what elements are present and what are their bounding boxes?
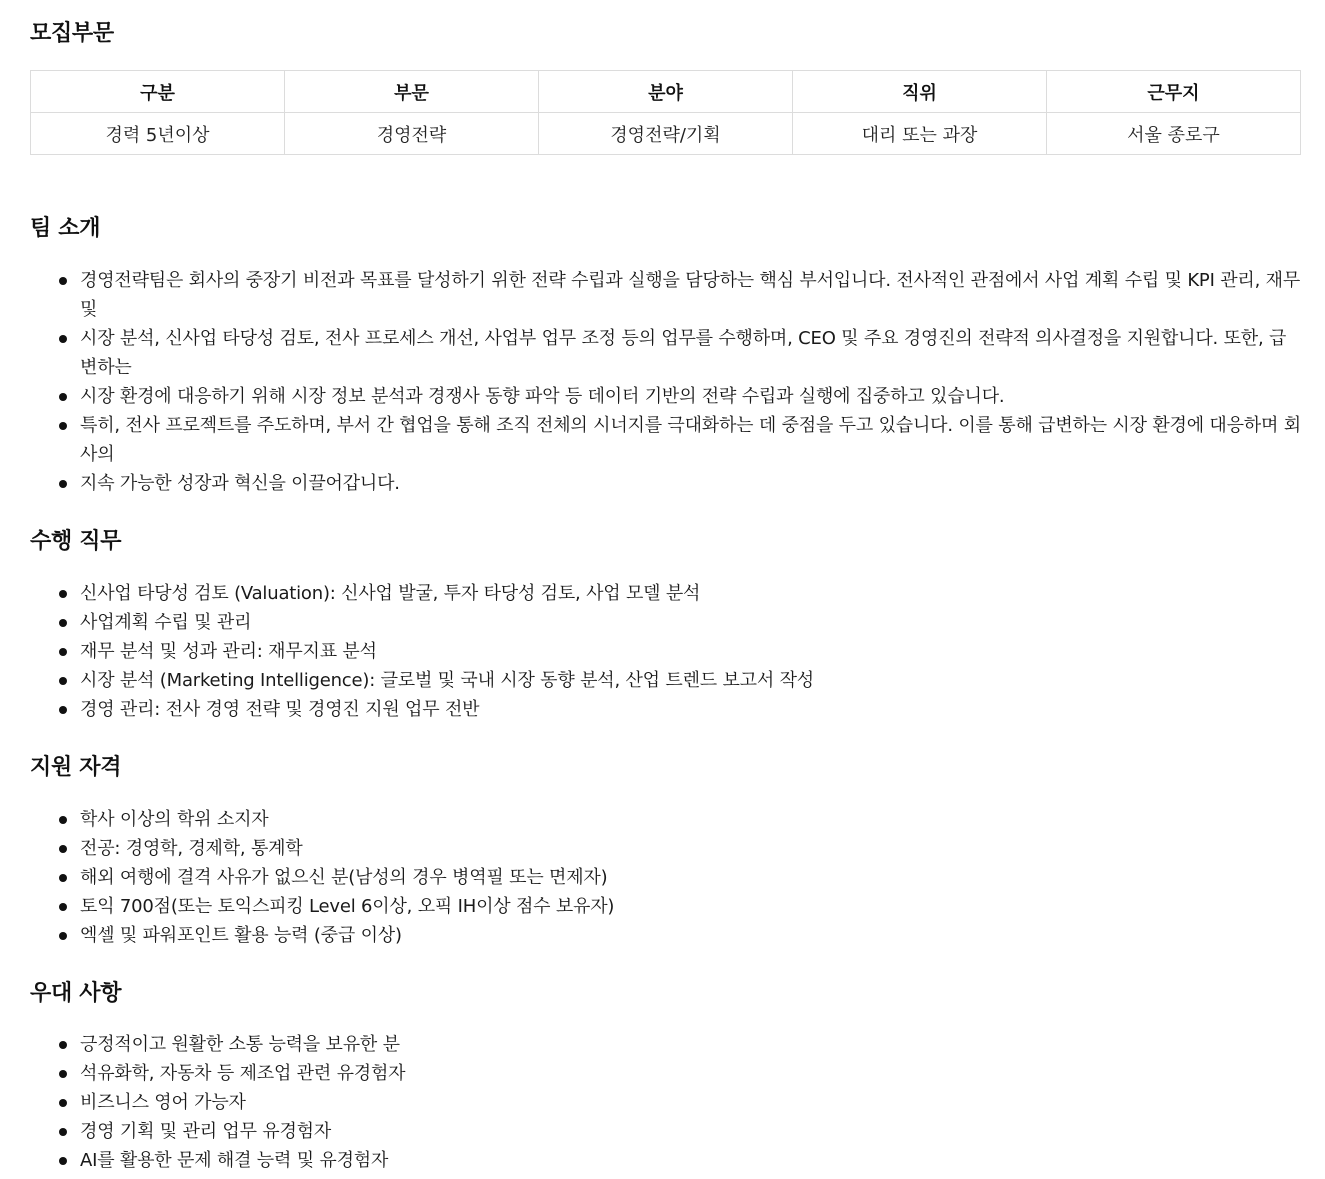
cell-category: 경력 5년이상 [31,113,285,155]
list-item: 지속 가능한 성장과 혁신을 이끌어갑니다. [80,469,1301,498]
header-division: 부문 [285,71,539,113]
list-item: 긍정적이고 원활한 소통 능력을 보유한 분 [80,1030,1301,1059]
list-item: 학사 이상의 학위 소지자 [80,805,1301,834]
preferences-heading: 우대 사항 [30,981,122,1006]
team-intro-list [30,266,1301,498]
recruitment-heading: 모집부문 [30,21,114,46]
list-item: AI를 활용한 문제 해결 능력 및 유경험자 [80,1146,1301,1175]
duties-heading: 수행 직무 [30,529,122,554]
cell-location: 서울 종로구 [1047,113,1301,155]
recruitment-table [30,70,1301,155]
list-item: 신사업 타당성 검토 (Valuation): 신사업 발굴, 투자 타당성 검토, 사업 모델 분석 [80,579,1301,608]
preferences-list [30,1030,1301,1175]
header-field: 분야 [539,71,793,113]
table-row [31,113,1301,155]
qualifications-list [30,805,1301,950]
list-item: 특히, 전사 프로젝트를 주도하며, 부서 간 협업을 통해 조직 전체의 시너지를 극대화하는 데 중점을 두고 있습니다. 이를 통해 급변하는 시장 환경에 대응하며 회사의 [80,411,1301,469]
list-item: 비즈니스 영어 가능자 [80,1088,1301,1117]
list-item: 시장 분석, 신사업 타당성 검토, 전사 프로세스 개선, 사업부 업무 조정 등의 업무를 수행하며, CEO 및 주요 경영진의 전략적 의사결정을 지원합니다. 또한, 급변하는 [80,324,1301,382]
list-item: 석유화학, 자동차 등 제조업 관련 유경험자 [80,1059,1301,1088]
list-item: 재무 분석 및 성과 관리: 재무지표 분석 [80,637,1301,666]
cell-position: 대리 또는 과장 [793,113,1047,155]
list-item: 경영전략팀은 회사의 중장기 비전과 목표를 달성하기 위한 전략 수립과 실행을 담당하는 핵심 부서입니다. 전사적인 관점에서 사업 계획 수립 및 KPI 관리, 재무 및 [80,266,1301,324]
header-location: 근무지 [1047,71,1301,113]
list-item: 엑셀 및 파워포인트 활용 능력 (중급 이상) [80,921,1301,950]
header-position: 직위 [793,71,1047,113]
qualifications-heading: 지원 자격 [30,755,122,780]
list-item: 사업계획 수립 및 관리 [80,608,1301,637]
duties-list [30,579,1301,724]
cell-field: 경영전략/기획 [539,113,793,155]
list-item: 해외 여행에 결격 사유가 없으신 분(남성의 경우 병역필 또는 면제자) [80,863,1301,892]
header-category: 구분 [31,71,285,113]
list-item: 토익 700점(또는 토익스피킹 Level 6이상, 오픽 IH이상 점수 보유자) [80,892,1301,921]
cell-division: 경영전략 [285,113,539,155]
list-item: 시장 환경에 대응하기 위해 시장 정보 분석과 경쟁사 동향 파악 등 데이터 기반의 전략 수립과 실행에 집중하고 있습니다. [80,382,1301,411]
list-item: 시장 분석 (Marketing Intelligence): 글로벌 및 국내 시장 동향 분석, 산업 트렌드 보고서 작성 [80,666,1301,695]
list-item: 경영 기획 및 관리 업무 유경험자 [80,1117,1301,1146]
team-intro-heading: 팀 소개 [30,216,101,241]
list-item: 경영 관리: 전사 경영 전략 및 경영진 지원 업무 전반 [80,695,1301,724]
table-header-row [31,71,1301,113]
list-item: 전공: 경영학, 경제학, 통계학 [80,834,1301,863]
